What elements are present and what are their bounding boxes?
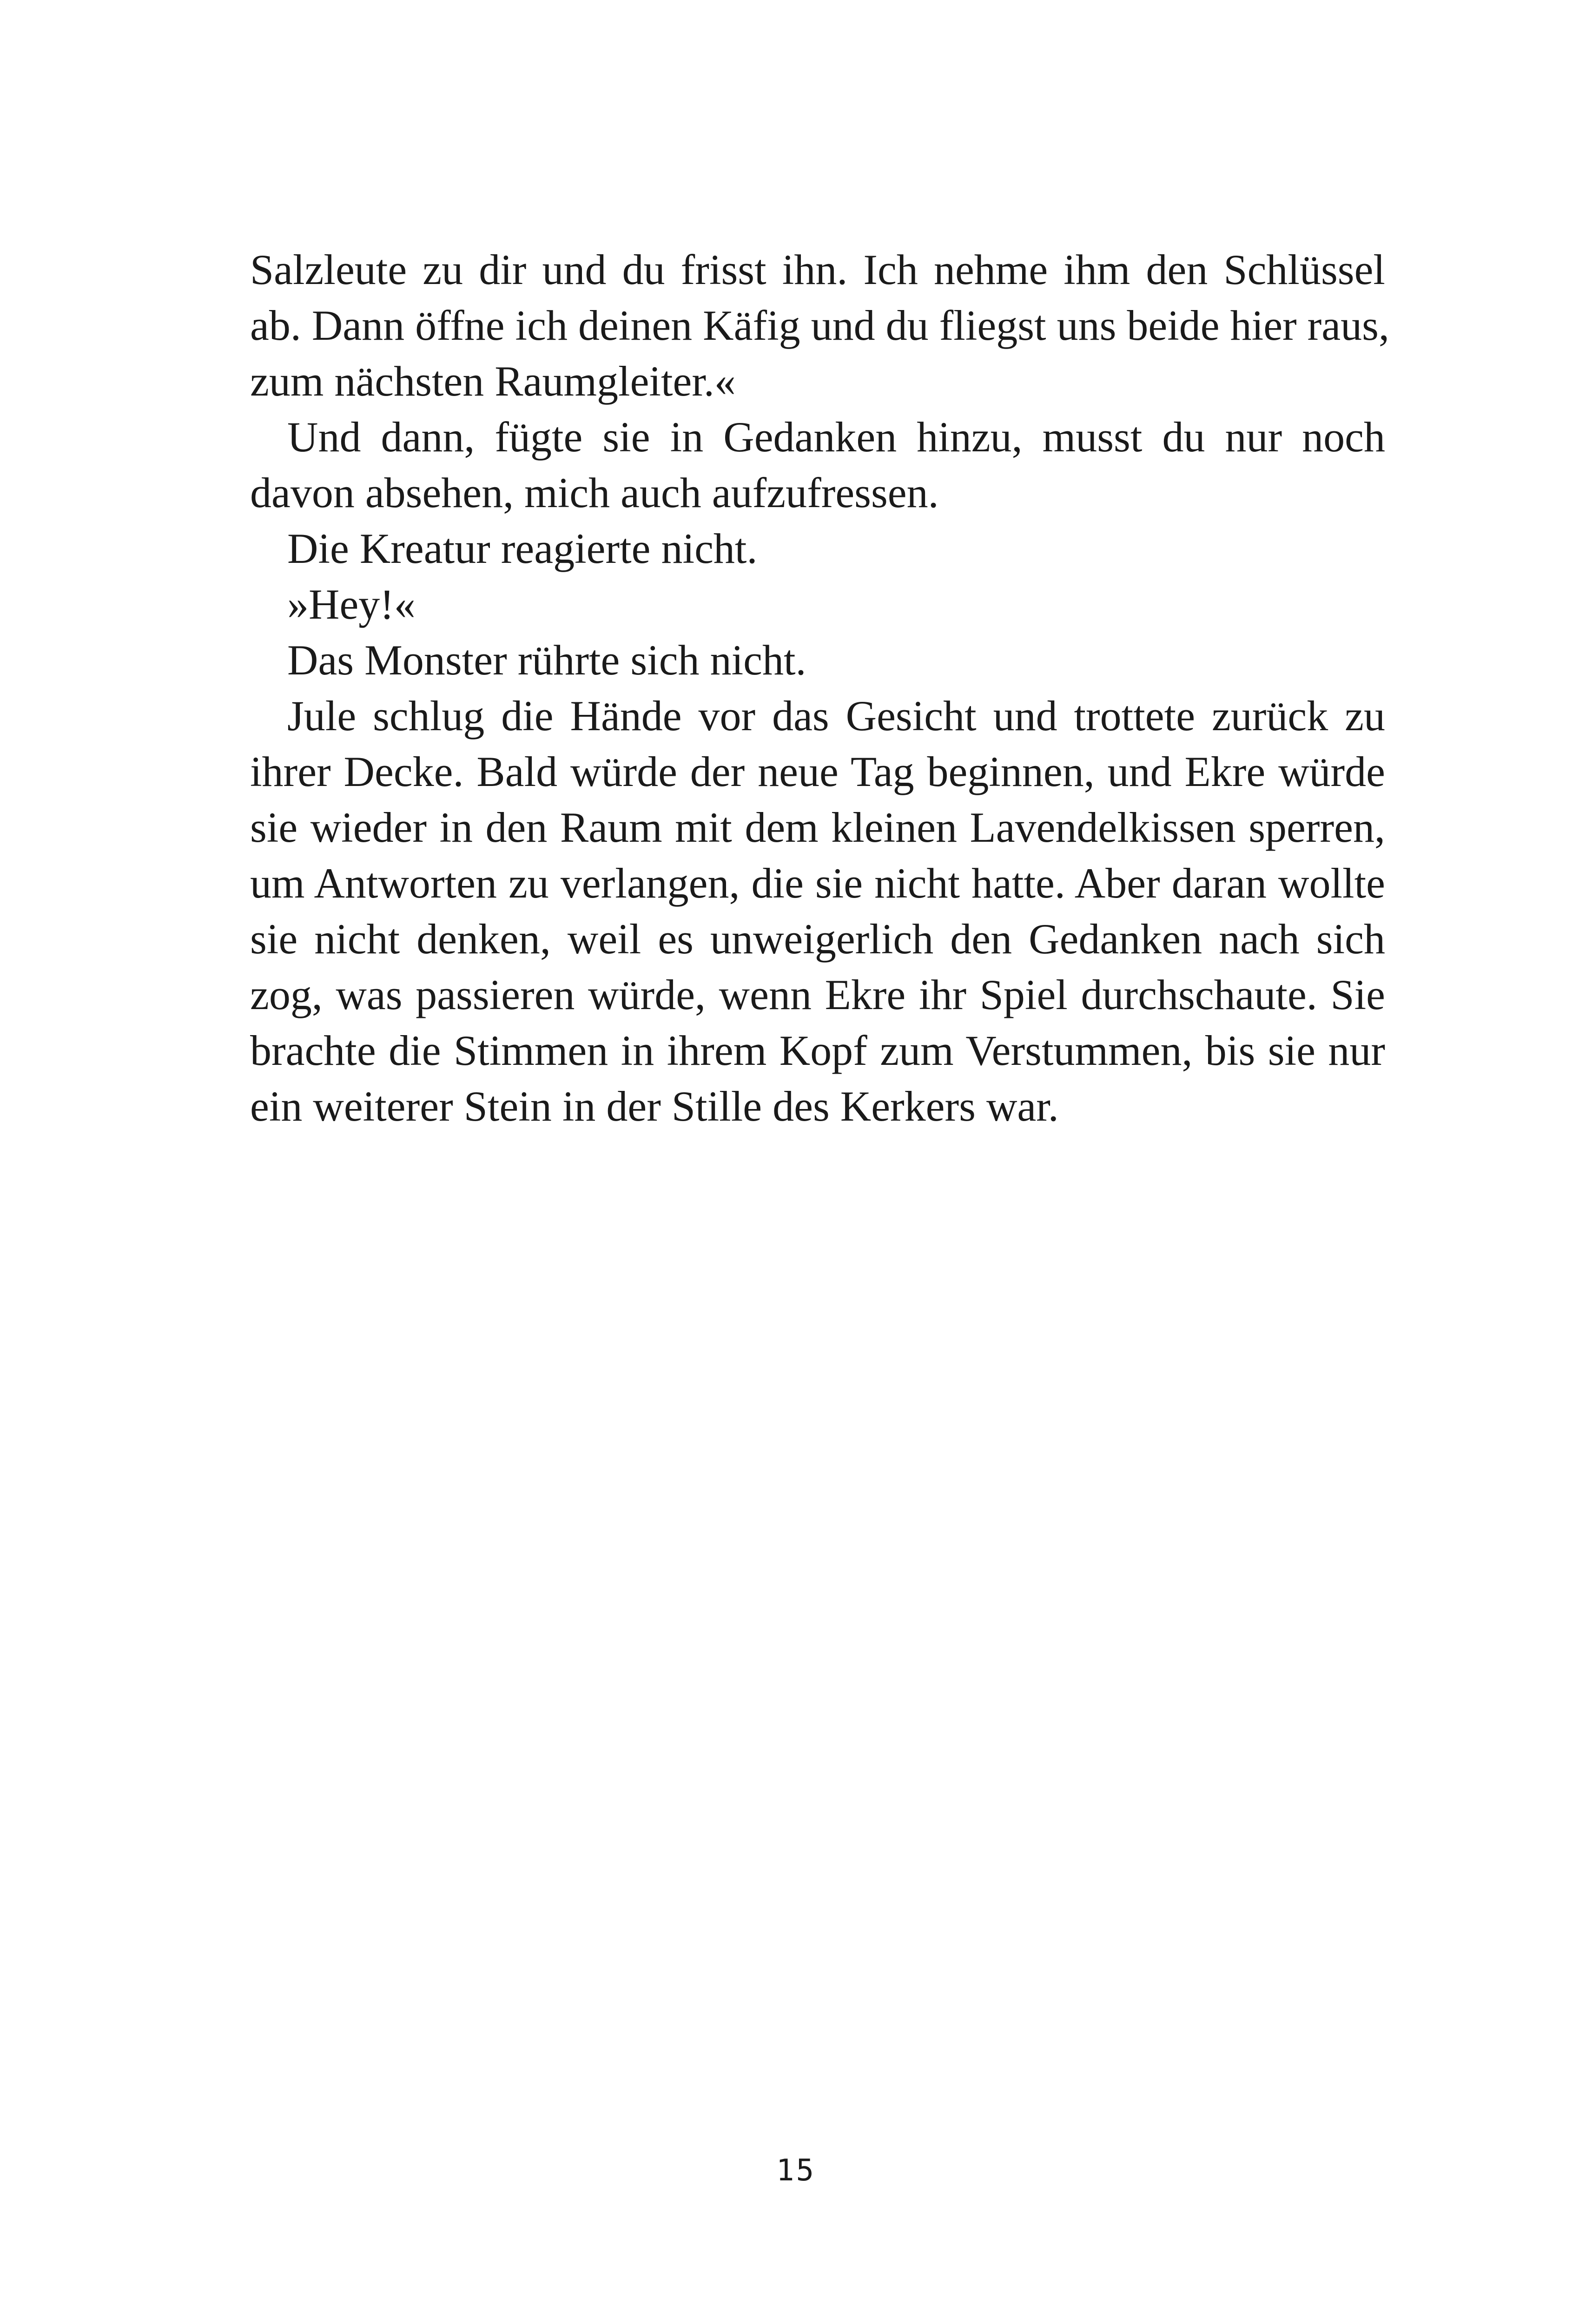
paragraph-first-line: Jule schlug die Hände vor das Gesicht und trottete zurück zu <box>287 692 1385 739</box>
text-line: ab. Dann öffne ich deinen Käfig und du fliegst uns beide hier raus, <box>250 302 1389 349</box>
text-line: ihrer Decke. Bald würde der neue Tag beginnen, und Ekre würde <box>250 748 1385 795</box>
text-line: Salzleute zu dir und du frisst ihn. Ich nehme ihm den Schlüssel <box>250 246 1385 293</box>
text-line: zog, was passieren würde, wenn Ekre ihr Spiel durchschaute. Sie <box>250 971 1385 1018</box>
text-line: sie wieder in den Raum mit dem kleinen Lavendelkissen sperren, <box>250 804 1385 851</box>
text-line: davon absehen, mich auch aufzufressen. <box>250 469 939 516</box>
text-line: sie nicht denken, weil es unweigerlich den Gedanken nach sich <box>250 915 1385 963</box>
text-line: zum nächsten Raumgleiter.« <box>250 357 736 405</box>
paragraph-first-line: Die Kreatur reagierte nicht. <box>287 525 758 572</box>
paragraph-first-line: Und dann, fügte sie in Gedanken hinzu, musst du nur noch <box>287 413 1385 461</box>
paragraph-first-line: »Hey!« <box>287 581 416 628</box>
paragraph-first-line: Das Monster rührte sich nicht. <box>287 636 806 684</box>
text-line: ein weiterer Stein in der Stille des Kerkers war. <box>250 1083 1059 1130</box>
body-text <box>250 242 1389 1134</box>
page-number: 15 <box>776 2153 816 2188</box>
text-line: um Antworten zu verlangen, die sie nicht hatte. Aber daran wollte <box>250 859 1385 907</box>
text-line: brachte die Stimmen in ihrem Kopf zum Verstummen, bis sie nur <box>250 1027 1385 1074</box>
